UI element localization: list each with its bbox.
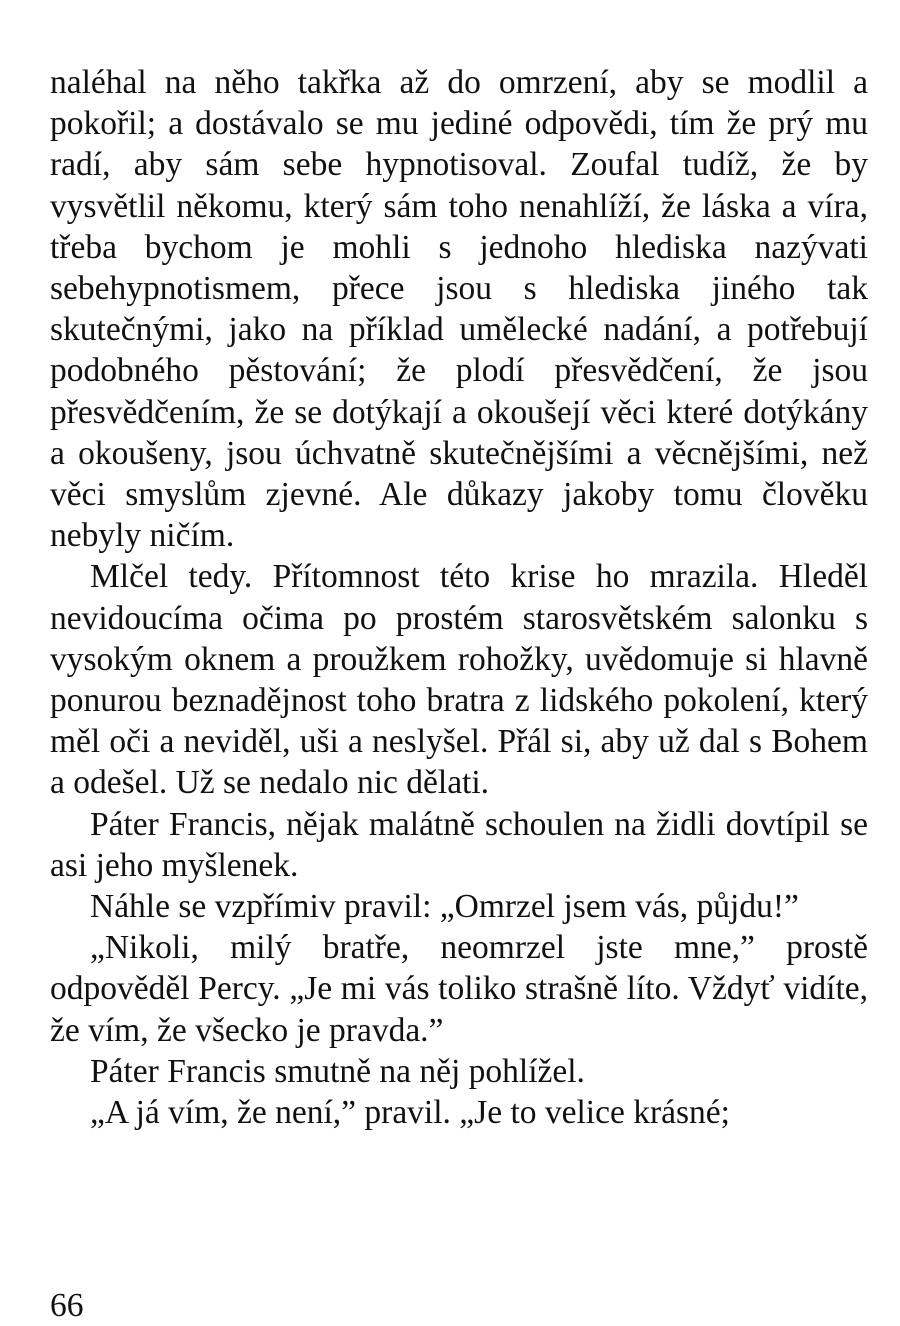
paragraph-2: Mlčel tedy. Přítomnost této krise ho mrazila. Hleděl nevidoucíma očima po prostém starosvětském salonku s vysokým oknem a proužkem rohožky, uvědomuje si hlavně ponurou beznadějnost toho bratra z lidského pokolení, který měl oči a neviděl, uši a neslyšel. Přál si, aby už dal s Bohem a odešel. Už se nedalo nic dělati. [50,558,868,802]
paragraph-3: Páter Francis, nějak malátně schoulen na židli dovtípil se asi jeho myšlenek. [50,805,868,884]
paragraph-7: „A já vím, že není,” pravil. „Je to velice krásné; [90,1094,730,1132]
paragraph-1: naléhal na něho takřka až do omrzení, aby se modlil a pokořil; a dostávalo se mu jediné odpovědi, tím že prý mu radí, aby sám sebe hypnotisoval. Zoufal tudíž, že by vysvětlil někomu, který sám toho nenahlíží, že láska a víra, třeba bychom je mohli s jednoho hlediska nazývati sebehypnotismem, přece jsou s hlediska jiného tak skutečnými, jako na příklad umělecké nadání, a potřebují podobného pěstování; že plodí přesvědčení, že jsou přesvědčením, že se dotýkají a okoušejí věci které dotýkány a okoušeny, jsou úchvatně skutečnějšími a věcnějšími, než věci smyslům zjevné. Ale důkazy jakoby tomu člověku nebyly ničím. [50,64,868,555]
paragraph-6: Páter Francis smutně na něj pohlížel. [90,1052,585,1090]
paragraph-4: Náhle se vzpřímiv pravil: „Omrzel jsem vás, půjdu!” [90,888,799,926]
paragraph-5: „Nikoli, milý bratře, neomrzel jste mne,” prostě odpověděl Percy. „Je mi vás toliko strašně líto. Vždyť vidíte, že vím, že všecko je pravda.” [50,929,868,1049]
page-number: 66 [50,1287,84,1324]
page-body [50,62,868,1133]
